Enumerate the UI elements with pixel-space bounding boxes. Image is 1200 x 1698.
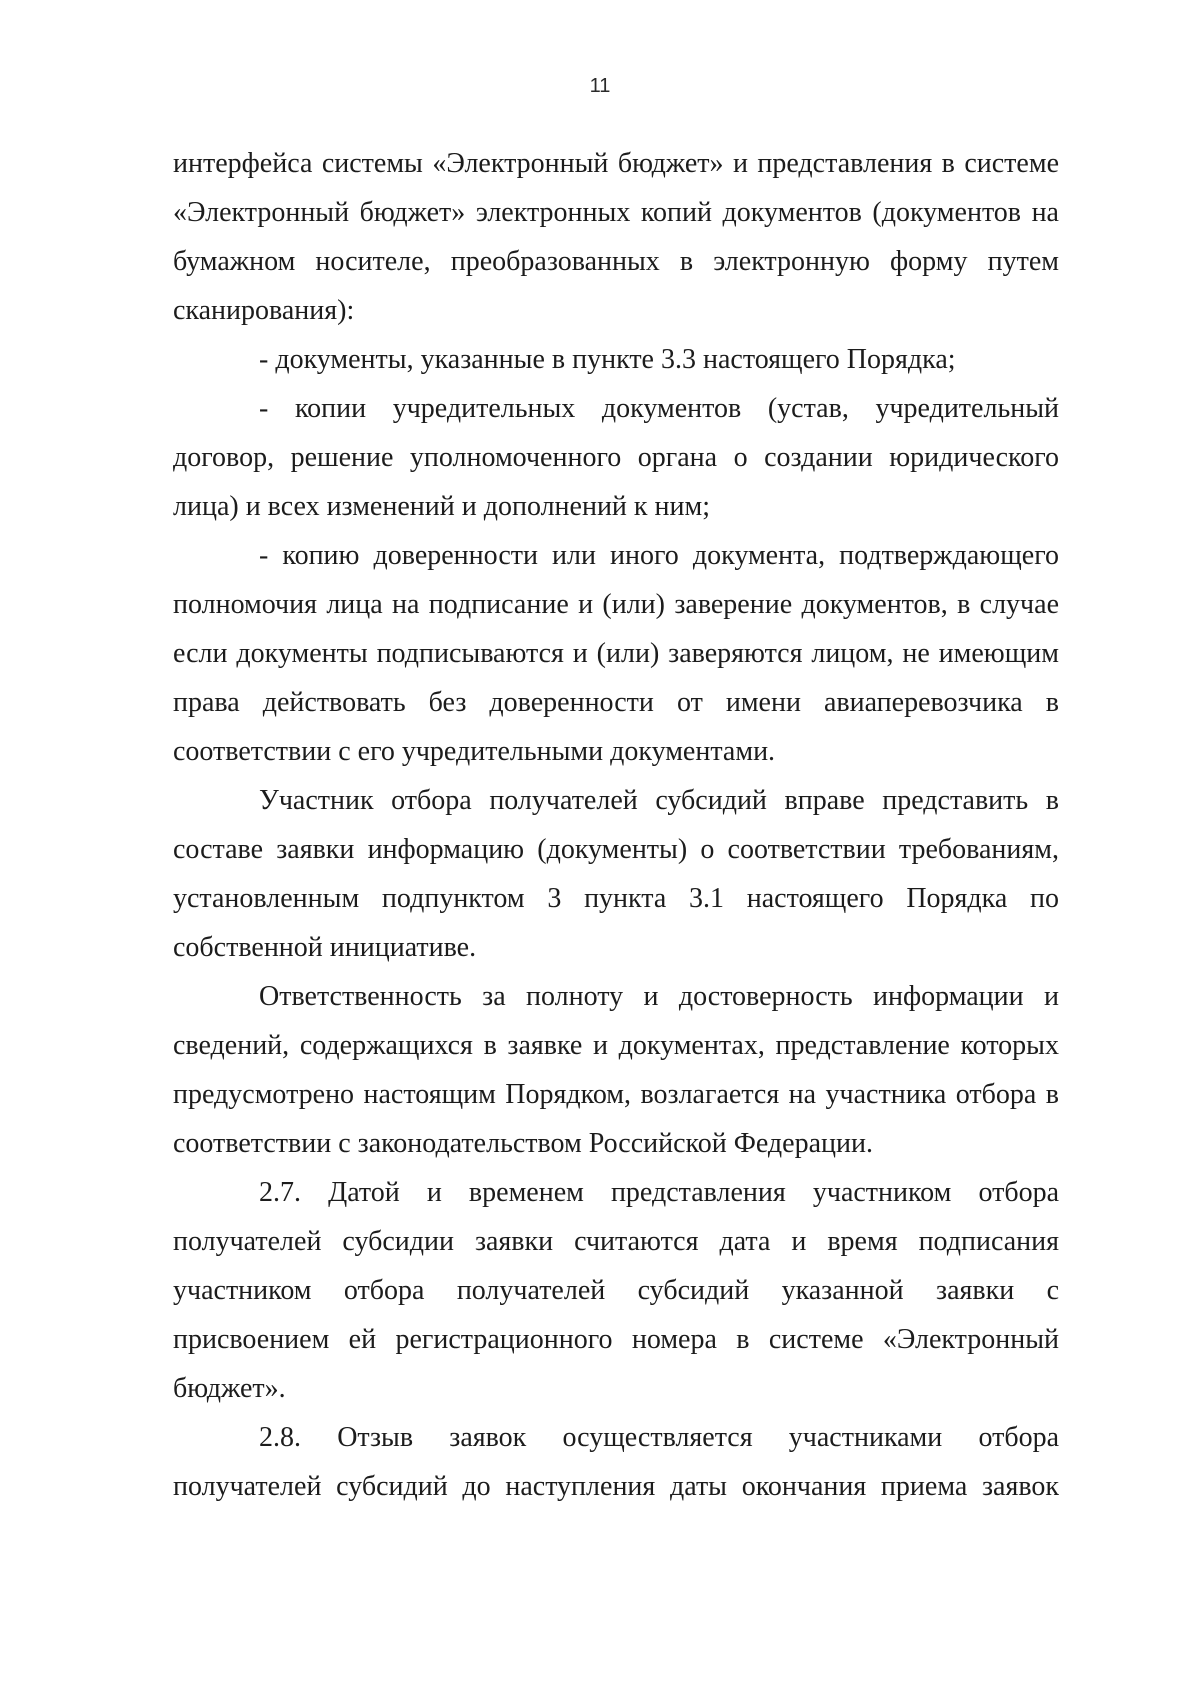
paragraph-responsibility bbox=[173, 972, 1059, 1168]
text-line: сканирования): bbox=[173, 295, 355, 326]
text-line: установленным подпунктом 3 пункта 3.1 настоящего Порядка по bbox=[173, 883, 1059, 914]
text-line: участником отбора получателей субсидий указанной заявки с bbox=[173, 1275, 1059, 1306]
text-line: права действовать без доверенности от имени авиаперевозчика в bbox=[173, 687, 1059, 718]
list-item-founding-documents bbox=[173, 384, 1059, 531]
text-line: 2.8. Отзыв заявок осуществляется участниками отбора bbox=[259, 1422, 1059, 1453]
text-line: - документы, указанные в пункте 3.3 настоящего Порядка; bbox=[259, 344, 956, 375]
text-line: если документы подписываются и (или) заверяются лицом, не имеющим bbox=[173, 638, 1059, 669]
text-line: полномочия лица на подписание и (или) заверение документов, в случае bbox=[173, 589, 1059, 620]
text-line: - копии учредительных документов (устав, учредительный bbox=[259, 393, 1059, 424]
text-line: собственной инициативе. bbox=[173, 932, 477, 963]
text-line: 2.7. Датой и временем представления участником отбора bbox=[259, 1177, 1059, 1208]
text-line: интерфейса системы «Электронный бюджет» и представления в системе bbox=[173, 148, 1059, 179]
paragraph-participant-right bbox=[173, 776, 1059, 972]
page-number: 11 bbox=[589, 75, 611, 97]
text-line: получателей субсидий до наступления даты окончания приема заявок bbox=[173, 1471, 1059, 1502]
text-line: соответствии с законодательством Российской Федерации. bbox=[173, 1128, 873, 1159]
text-line: Ответственность за полноту и достоверность информации и bbox=[259, 981, 1059, 1012]
list-item-power-of-attorney bbox=[173, 531, 1059, 776]
text-line: соответствии с его учредительными документами. bbox=[173, 736, 776, 767]
text-line: присвоением ей регистрационного номера в системе «Электронный bbox=[173, 1324, 1059, 1355]
text-line: Участник отбора получателей субсидий вправе представить в bbox=[259, 785, 1059, 816]
paragraph-2-7 bbox=[173, 1168, 1059, 1413]
text-line: предусмотрено настоящим Порядком, возлагается на участника отбора в bbox=[173, 1079, 1059, 1110]
text-line: - копию доверенности или иного документа, подтверждающего bbox=[259, 540, 1059, 571]
text-line: составе заявки информацию (документы) о соответствии требованиям, bbox=[173, 834, 1059, 865]
paragraph-2-8 bbox=[173, 1413, 1059, 1511]
text-line: сведений, содержащихся в заявке и документах, представление которых bbox=[173, 1030, 1059, 1061]
document-body bbox=[173, 139, 1059, 1511]
text-line: «Электронный бюджет» электронных копий документов (документов на bbox=[173, 197, 1059, 228]
list-item-documents bbox=[173, 335, 1059, 384]
paragraph-intro bbox=[173, 139, 1059, 335]
text-line: получателей субсидии заявки считаются дата и время подписания bbox=[173, 1226, 1059, 1257]
text-line: бумажном носителе, преобразованных в электронную форму путем bbox=[173, 246, 1059, 277]
text-line: бюджет». bbox=[173, 1373, 286, 1404]
text-line: лица) и всех изменений и дополнений к ним; bbox=[173, 491, 710, 522]
text-line: договор, решение уполномоченного органа о создании юридического bbox=[173, 442, 1059, 473]
